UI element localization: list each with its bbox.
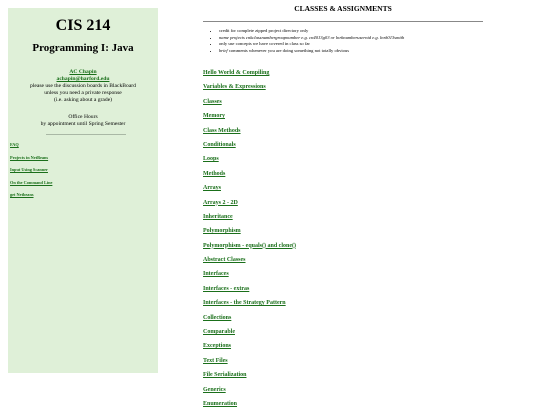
topic-link[interactable]: Abstract Classes: [203, 257, 246, 264]
note-item: [219, 48, 404, 55]
contact-note-line: unless you need a private response: [44, 90, 122, 96]
note-text: name projects cnkclassnumbergroupnumber e.g. cn4013g03 or lnrknumberusernid e.g. lnrk013smith: [219, 34, 405, 40]
contact-block: [8, 69, 158, 104]
note-text: credit for complete zipped project directory only: [219, 28, 309, 33]
topic-link[interactable]: Text Files: [203, 357, 228, 364]
sidebar: [8, 8, 158, 373]
topic-link[interactable]: Collections: [203, 314, 232, 321]
instructor-email-link[interactable]: achapin@harford.edu: [56, 76, 110, 82]
sidebar-link-projects-in-netbeans[interactable]: Projects in NetBeans: [10, 154, 49, 160]
note-text: comments whenever you are doing something not totally obvious: [227, 47, 350, 53]
note-item: [219, 41, 404, 48]
sidebar-links: [10, 142, 52, 205]
contact-note-line: please use the discussion boards in BlackBoard: [30, 83, 136, 89]
sidebar-link-get-netbeans[interactable]: get Netbeans: [10, 192, 34, 197]
instructor-name-link[interactable]: AC Chapin: [69, 69, 97, 75]
topic-link[interactable]: Comparable: [203, 329, 235, 336]
sidebar-link-command-line[interactable]: On the Command Line: [10, 179, 53, 185]
office-hours-text: by appointment until Spring Semester: [40, 121, 126, 127]
topic-link[interactable]: Loops: [203, 156, 219, 163]
course-name: Programming I: Java: [32, 42, 134, 54]
topic-link[interactable]: Interfaces: [203, 271, 229, 278]
office-hours-label: Office Hours: [68, 114, 98, 120]
topic-link[interactable]: Polymorphism - equals() and clone(): [203, 242, 296, 249]
topic-link[interactable]: Class Methods: [203, 127, 241, 134]
topic-link[interactable]: Classes: [203, 98, 222, 105]
topic-link[interactable]: Conditionals: [203, 141, 236, 148]
sidebar-link-input-using-scanner[interactable]: Input Using Scanner: [10, 167, 48, 172]
contact-note-line: (i.e. asking about a grade): [53, 97, 113, 103]
topic-link[interactable]: Interfaces - the Strategy Pattern: [203, 300, 286, 307]
sidebar-divider: [46, 134, 126, 135]
note-item: [219, 28, 404, 35]
title-divider: [203, 21, 483, 22]
course-code: CIS 214: [55, 17, 111, 34]
topic-link[interactable]: Memory: [203, 113, 225, 120]
topic-link[interactable]: Variables & Expressions: [203, 84, 266, 91]
topic-link[interactable]: Arrays 2 - 2D: [203, 199, 238, 206]
note-text: only use concepts we have covered in class so far: [219, 41, 310, 47]
assignment-notes: [211, 28, 404, 54]
topic-link[interactable]: Interfaces - extras: [203, 285, 250, 292]
topic-links: [203, 70, 296, 415]
topic-link[interactable]: File Serialization: [203, 372, 247, 379]
topic-link[interactable]: Arrays: [203, 185, 221, 192]
sidebar-link-faq[interactable]: FAQ: [10, 142, 19, 147]
topic-link[interactable]: Polymorphism: [203, 228, 241, 235]
topic-link[interactable]: Methods: [203, 170, 226, 177]
office-hours: [8, 114, 158, 128]
note-emphasis: brief: [219, 47, 228, 53]
topic-link[interactable]: Inheritance: [203, 213, 233, 220]
topic-link[interactable]: Exceptions: [203, 343, 232, 350]
topic-link[interactable]: Generics: [203, 386, 226, 393]
note-item: [219, 35, 404, 42]
page-title: CLASSES & ASSIGNMENTS: [294, 4, 392, 13]
topic-link[interactable]: Enumeration: [203, 400, 238, 407]
topic-link[interactable]: Hello World & Compiling: [203, 70, 270, 76]
